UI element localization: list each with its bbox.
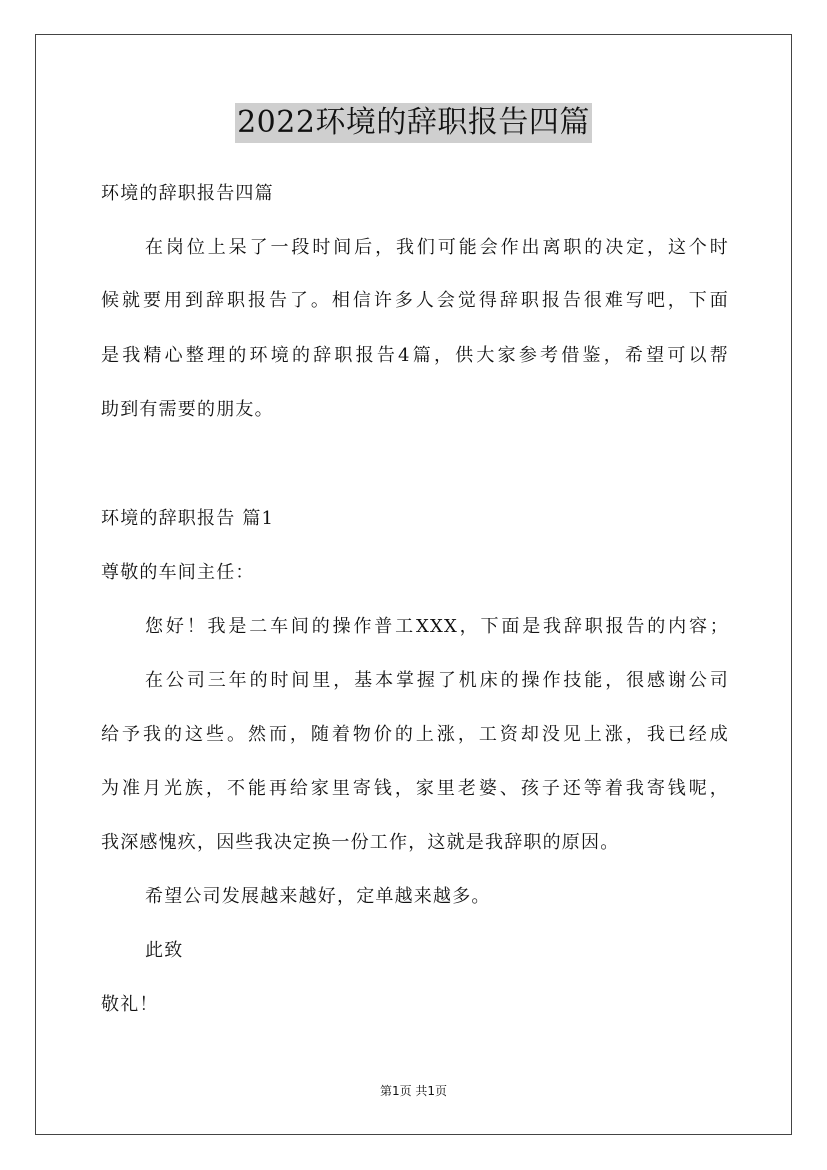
wish-line: 希望公司发展越来越好，定单越来越多。 [145, 886, 491, 907]
title-block [0, 103, 827, 143]
closing-line-1: 此致 [145, 940, 184, 961]
salutation: 尊敬的车间主任： [101, 562, 255, 583]
body-line-2: 给予我的这些。然而，随着物价的上涨，工资却没见上涨，我已经成 [101, 724, 729, 745]
intro-line-4: 助到有需要的朋友。 [101, 399, 274, 420]
body-line-3: 为准月光族，不能再给家里寄钱，家里老婆、孩子还等着我寄钱呢， [101, 778, 729, 799]
intro-line-1: 在岗位上呆了一段时间后，我们可能会作出离职的决定，这个时 [145, 237, 729, 258]
page-footer: 第1页 共1页 [379, 1084, 448, 1098]
greeting-line: 您好！我是二车间的操作普工XXX，下面是我辞职报告的内容； [145, 616, 729, 637]
section-heading: 环境的辞职报告 篇1 [101, 508, 275, 529]
document-title: 2022环境的辞职报告四篇 [235, 103, 592, 143]
subtitle: 环境的辞职报告四篇 [101, 183, 274, 204]
body-line-4: 我深感愧疚，因些我决定换一份工作，这就是我辞职的原因。 [101, 832, 620, 853]
body-line-1: 在公司三年的时间里，基本掌握了机床的操作技能，很感谢公司 [145, 670, 729, 691]
intro-line-2: 候就要用到辞职报告了。相信许多人会觉得辞职报告很难写吧，下面 [101, 290, 729, 311]
closing-line-2: 敬礼！ [101, 994, 159, 1015]
intro-line-3: 是我精心整理的环境的辞职报告4篇，供大家参考借鉴，希望可以帮 [101, 345, 729, 366]
